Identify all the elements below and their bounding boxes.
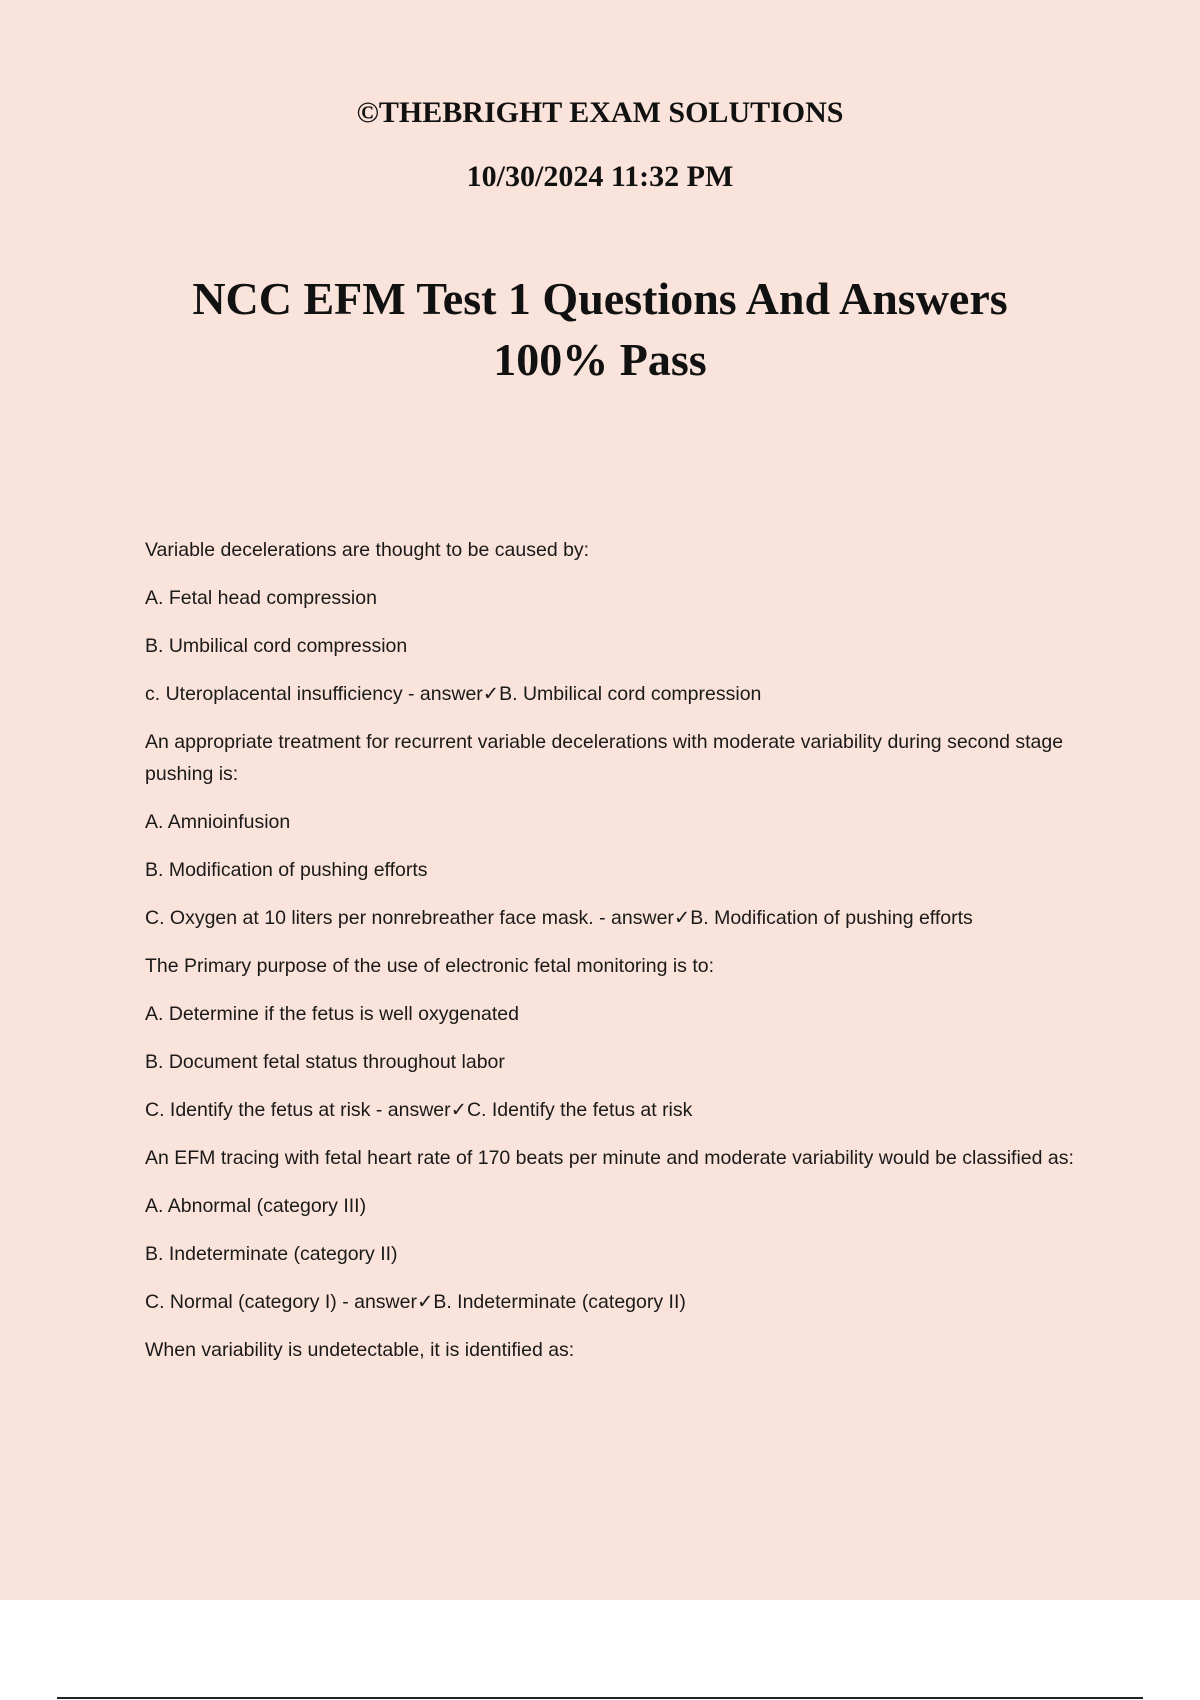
answer-option-with-key: C. Normal (category I) - answer✓B. Indeterminate (category II) <box>145 1291 686 1313</box>
document-title <box>0 268 1200 390</box>
answer-option: A. Abnormal (category III) <box>145 1195 367 1217</box>
question-text: Variable decelerations are thought to be caused by: <box>145 539 590 561</box>
answer-option-with-key: c. Uteroplacental insufficiency - answer✓B. Umbilical cord compression <box>145 683 762 705</box>
datetime-stamp: 10/30/2024 11:32 PM <box>466 160 734 193</box>
brand-header: ©THEBRIGHT EXAM SOLUTIONS <box>356 96 844 129</box>
answer-option: B. Umbilical cord compression <box>145 635 408 657</box>
question-text: The Primary purpose of the use of electronic fetal monitoring is to: <box>145 955 715 977</box>
title-line-1: NCC EFM Test 1 Questions And Answers <box>192 273 1008 324</box>
question-text: An appropriate treatment for recurrent variable decelerations with moderate variability during second stage pushing is: <box>145 731 1064 785</box>
page-divider <box>57 1697 1143 1699</box>
answer-option: A. Fetal head compression <box>145 587 377 609</box>
title-line-2: 100% Pass <box>493 334 707 385</box>
question-text: An EFM tracing with fetal heart rate of 170 beats per minute and moderate variability would be classified as: <box>145 1147 1074 1169</box>
answer-option: B. Document fetal status throughout labor <box>145 1051 505 1073</box>
question-list <box>145 534 1090 1382</box>
answer-option: A. Amnioinfusion <box>145 811 291 833</box>
answer-option-with-key: C. Oxygen at 10 liters per nonrebreather face mask. - answer✓B. Modification of pushing efforts <box>145 907 973 929</box>
answer-option: B. Modification of pushing efforts <box>145 859 428 881</box>
answer-option-with-key: C. Identify the fetus at risk - answer✓C. Identify the fetus at risk <box>145 1099 693 1121</box>
answer-option: A. Determine if the fetus is well oxygenated <box>145 1003 519 1025</box>
answer-option: B. Indeterminate (category II) <box>145 1243 398 1265</box>
question-text: When variability is undetectable, it is identified as: <box>145 1339 575 1361</box>
